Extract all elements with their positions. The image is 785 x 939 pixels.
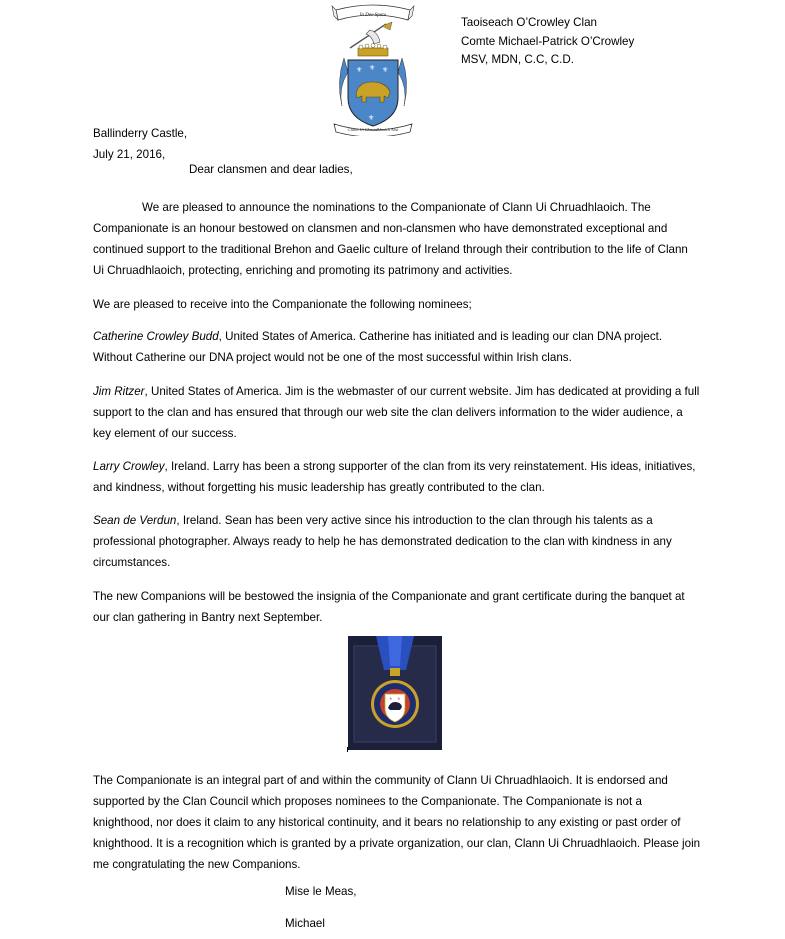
letterhead-honours: MSV, MDN, C.C, C.D.	[461, 53, 574, 66]
signature-salutation: Mise le Meas,	[285, 885, 357, 898]
letterhead	[461, 14, 634, 70]
receive-paragraph: We are pleased to receive into the Companionate the following nominees;	[93, 298, 472, 311]
signature-name: Michael	[285, 917, 325, 930]
nominee-entry	[93, 381, 701, 444]
medal-photo-icon	[348, 636, 442, 750]
letterhead-name: Comte Michael-Patrick O’Crowley	[461, 34, 635, 48]
divider-mark	[347, 747, 348, 752]
svg-text:⚜: ⚜	[397, 696, 401, 701]
nominee-description: , Ireland. Sean has been very active since his introduction to the clan through his talents as a professional photographer. Always ready to help he has demonstrated dedication to the clan with kindness in any circumstances.	[93, 514, 672, 569]
nominee-entry	[93, 326, 701, 368]
nominee-name: Jim Ritzer	[93, 385, 145, 398]
nominee-entry	[93, 510, 701, 573]
nominee-name: Larry Crowley	[93, 460, 165, 473]
nominee-entry	[93, 456, 701, 498]
final-paragraph: The Companionate is an integral part of and within the community of Clann Ui Chruadhlaoich. It is endorsed and supported by the Clan Council which proposes nominees to the Companionate. The Companionate is not a knighthood, nor does it claim to any historical continuity, and it bears no relationship to any existing or past order of knighthood. It is a recognition which is granted by a private organization, our clan, Clann Ui Chruadhlaoich. Please join me congratulating the new Companions.	[93, 774, 701, 871]
svg-text:In Deo Spero: In Deo Spero	[359, 13, 387, 18]
svg-text:⚜: ⚜	[389, 696, 393, 701]
nominee-description: , United States of America. Catherine has initiated and is leading our clan DNA project. Without Catherine our DNA project would not be one of the most successful within Irish clans.	[93, 330, 663, 364]
svg-text:⚜: ⚜	[382, 67, 389, 74]
svg-text:⚜: ⚜	[356, 67, 363, 74]
svg-text:⚜: ⚜	[368, 115, 375, 122]
greeting: Dear clansmen and dear ladies,	[189, 163, 353, 176]
nominee-description: , Ireland. Larry has been a strong supporter of the clan from its very reinstatement. His ideas, initiatives, and kindness, without forgetting his music leadership has greatly contributed to the clan.	[93, 460, 696, 494]
letter-date: July 21, 2016,	[93, 148, 166, 161]
insignia-paragraph: The new Companions will be bestowed the insignia of the Companionate and grant certificate during the banquet at our clan gathering in Bantry next September.	[93, 590, 685, 624]
address-block	[93, 123, 187, 165]
nominee-description: , United States of America. Jim is the webmaster of our current website. Jim has dedicated at providing a full support to the clan and has ensured that through our web site the clan delivers information to the wider audience, a key element of our success.	[93, 385, 700, 440]
svg-text:⚜: ⚜	[369, 65, 376, 72]
letterhead-title: Taoiseach O’Crowley Clan	[461, 16, 597, 29]
coat-of-arms-icon	[330, 2, 416, 136]
intro-paragraph: We are pleased to announce the nominations to the Companionate of Clann Ui Chruadhlaoich. The Companionate is an honour bestowed on clansmen and non-clansmen who have demonstrated exceptional and continued support to the traditional Brehon and Gaelic culture of Ireland through their contribution to the life of Clann Ui Chruadhlaoich, protecting, enriching and promoting its patrimony and activities.	[93, 201, 688, 277]
nominee-name: Sean de Verdun	[93, 514, 177, 527]
address-place: Ballinderry Castle,	[93, 127, 188, 140]
nominee-name: Catherine Crowley Budd	[93, 330, 219, 343]
svg-text:Clann Ui Chruadhlaoich Abú: Clann Ui Chruadhlaoich Abú	[348, 127, 398, 132]
